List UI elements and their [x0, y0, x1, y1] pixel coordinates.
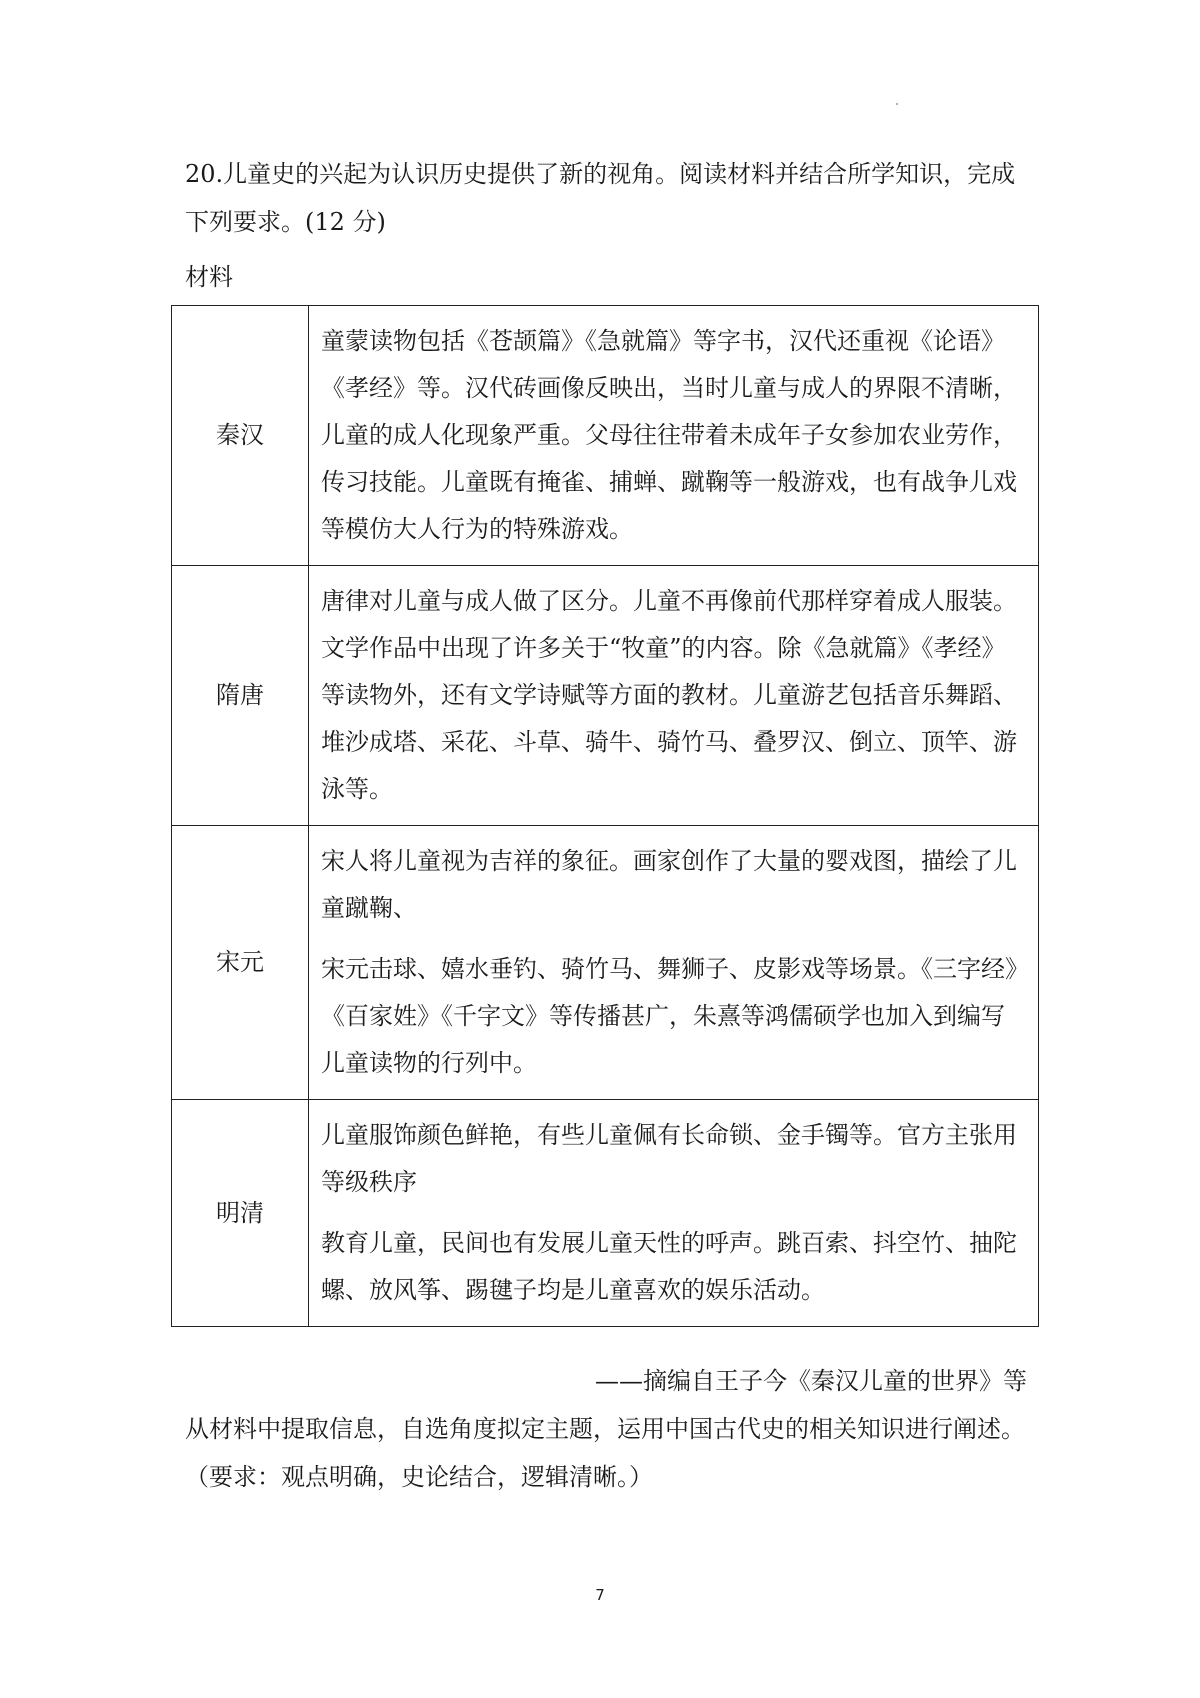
content-paragraph: 儿童服饰颜色鲜艳，有些儿童佩有长命锁、金手镯等。官方主张用等级秩序	[321, 1121, 1017, 1196]
table-row	[172, 306, 1039, 566]
content-cell	[309, 306, 1039, 566]
table-row	[172, 1100, 1039, 1327]
era-cell: 秦汉	[172, 306, 309, 566]
era-cell: 明清	[172, 1100, 309, 1327]
scan-speck	[896, 103, 898, 105]
era-cell: 宋元	[172, 826, 309, 1100]
source-citation: ——摘编自王子今《秦汉儿童的世界》等	[595, 1367, 1027, 1395]
material-label: 材料	[185, 263, 233, 291]
materials-table	[171, 305, 1039, 1327]
content-paragraph: 宋人将儿童视为吉祥的象征。画家创作了大量的婴戏图，描绘了儿童蹴鞠、	[321, 847, 1017, 922]
content-cell	[309, 566, 1039, 826]
page-number: 7	[595, 1586, 605, 1604]
era-cell: 隋唐	[172, 566, 309, 826]
content-cell	[309, 1100, 1039, 1327]
content-cell	[309, 826, 1039, 1100]
table-row	[172, 826, 1039, 1100]
content-paragraph: 童蒙读物包括《苍颉篇》《急就篇》等字书，汉代还重视《论语》《孝经》等。汉代砖画像反映出，当时儿童与成人的界限不清晰，儿童的成人化现象严重。父母往往带着未成年子女参加农业劳作，传习技能。儿童既有掩雀、捕蝉、蹴鞠等一般游戏，也有战争儿戏等模仿大人行为的特殊游戏。	[321, 327, 1017, 543]
content-paragraph: 教育儿童，民间也有发展儿童天性的呼声。跳百索、抖空竹、抽陀螺、放风筝、踢毽子均是儿童喜欢的娱乐活动。	[321, 1229, 1017, 1304]
answer-requirement: 从材料中提取信息，自选角度拟定主题，运用中国古代史的相关知识进行阐述。（要求：观点明确，史论结合，逻辑清晰。）	[185, 1415, 1025, 1491]
table-row	[172, 566, 1039, 826]
content-paragraph: 唐律对儿童与成人做了区分。儿童不再像前代那样穿着成人服装。文学作品中出现了许多关于“牧童”的内容。除《急就篇》《孝经》等读物外，还有文学诗赋等方面的教材。儿童游艺包括音乐舞蹈、堆沙成塔、采花、斗草、骑牛、骑竹马、叠罗汉、倒立、顶竿、游泳等。	[321, 587, 1017, 803]
content-paragraph: 宋元击球、嬉水垂钓、骑竹马、舞狮子、皮影戏等场景。《三字经》《百家姓》《千字文》等传播甚广，朱熹等鸿儒硕学也加入到编写儿童读物的行列中。	[321, 955, 1017, 1077]
question-prompt: 20.儿童史的兴起为认识历史提供了新的视角。阅读材料并结合所学知识，完成下列要求。(12 分)	[185, 160, 1016, 236]
